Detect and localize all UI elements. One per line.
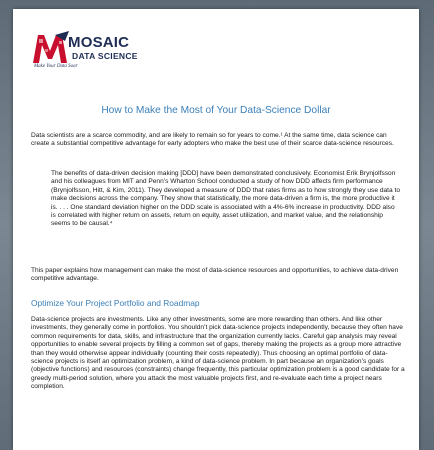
logo-wordmark: MOSAIC <box>68 34 130 51</box>
document-page <box>13 9 419 450</box>
intro-paragraph: Data scientists are a scarce commodity, and are likely to remain so for years to come.¹ At the same time, data science can create a substantial competitive advantage for early adopters who make the best use of their scarce data-science resources. <box>31 132 394 148</box>
section-paragraph: Data-science projects are investments. Like any other investments, some are more rewarding than others. And like other investments, they generally come in portfolios. You shouldn’t pick data-science projects independently, because they often have common requirements for data, skills, and infrastructure that the organization currently lacks. Careful gap analysis may reveal opportunities to enable several projects by filling a common set of gaps, thereby making the projects as a group more attractive than they would otherwise appear individually (counting their costs repeatedly). Thus choosing an optimal portfolio of data-science projects is itself an optimization problem, a kind of data-science problem. In part because an organization’s goals (objective functions) and resources (constraints) change frequently, this particular optimization problem is a good candidate for a greedy multi-period solution, where you attack the most valuable projects first, and re-evaluate each time a project nears completion. <box>31 316 405 391</box>
mosaic-m-mark-icon <box>31 31 71 67</box>
document-title: How to Make the Most of Your Data-Science Dollar <box>101 105 331 116</box>
logo-tagline: Make Your Data Soar <box>34 64 78 69</box>
summary-paragraph: This paper explains how management can make the most of data-science resources and opportunities, to achieve data-driven competitive advantage. <box>31 267 399 283</box>
logo-subtitle: DATA SCIENCE <box>72 51 138 61</box>
section-heading: Optimize Your Project Portfolio and Roadmap <box>31 298 200 308</box>
mosaic-logo <box>31 31 171 71</box>
block-quote: The benefits of data-driven decision making [DDD] have been demonstrated conclusively. Economist Erik Brynjolfsson and his colleagues from MIT and Penn’s Wharton School conducted a study of how DDD affects firm performance (Brynjolfsson, Hitt, & Kim, 2011). They developed a measure of DDD that rates firms as to how strongly they use data to make decisions across the company. They show that statistically, the more data-driven a firm is, the more productive it is. . . . One standard deviation higher on the DDD scale is associated with a 4%-6% increase in productivity. DDD also is correlated with higher return on assets, return on equity, asset utilization, and market value, and the relationship seems to be causal.⁴ <box>51 170 401 228</box>
